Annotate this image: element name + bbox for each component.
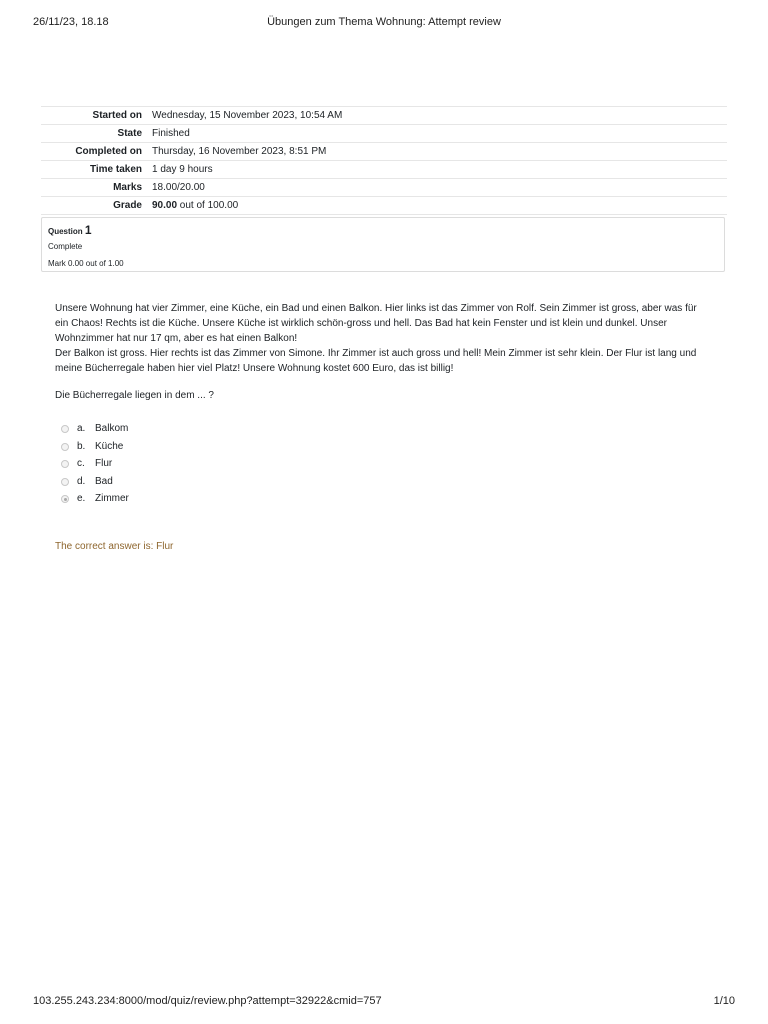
time-taken-label: Time taken: [89, 164, 142, 175]
print-footer: [33, 995, 735, 1009]
summary-row: [41, 161, 727, 179]
question-grade: Mark 0.00 out of 1.00: [48, 259, 124, 268]
option-text: Zimmer: [95, 493, 129, 504]
correct-answer-feedback: The correct answer is: Flur: [55, 541, 174, 552]
option-letter: e.: [77, 493, 86, 504]
print-page-title: Übungen zum Thema Wohnung: Attempt review: [267, 16, 501, 28]
print-header: [33, 16, 735, 32]
time-taken-value: 1 day 9 hours: [152, 164, 213, 175]
question-number-value: 1: [84, 223, 92, 237]
question-paragraph-1: Unsere Wohnung hat vier Zimmer, eine Küche, ein Bad und einen Balkon. Hier links ist das Zimmer von Rolf. Sein Zimmer ist gross, aber was für ein Chaos! Rechts ist die Küche. Unsere Küche ist wirklich schön-gross und hell. Das Bad hat kein Fenster und ist klein und dunkel. Unser Wohnzimmer hat nur 17 qm, aber es hat einen Balkon!: [55, 303, 697, 344]
grade-out-of: out of 100.00: [177, 200, 239, 211]
attempt-summary-table: [41, 106, 727, 215]
summary-row: [41, 107, 727, 125]
question-number: [48, 223, 92, 237]
summary-row: [41, 179, 727, 197]
radio-button[interactable]: [61, 478, 69, 486]
grade-score: 90.00: [152, 200, 178, 211]
marks-label: Marks: [113, 182, 142, 193]
question-label: Question: [48, 227, 83, 236]
option-letter: a.: [77, 423, 86, 434]
page-url: 103.255.243.234:8000/mod/quiz/review.php?attempt=32922&cmid=757: [33, 995, 382, 1007]
question-prompt: Die Bücherregale liegen in dem ... ?: [55, 390, 214, 401]
state-label: State: [117, 128, 142, 139]
grade-label: Grade: [113, 200, 142, 211]
completed-on-value: Thursday, 16 November 2023, 8:51 PM: [152, 146, 327, 157]
summary-row: [41, 197, 727, 215]
radio-button[interactable]: [61, 460, 69, 468]
print-datetime: 26/11/23, 18.18: [33, 16, 109, 28]
option-letter: d.: [77, 475, 86, 487]
question-state: Complete: [48, 242, 83, 251]
option-text: Bad: [95, 475, 113, 487]
started-on-value: Wednesday, 15 November 2023, 10:54 AM: [152, 110, 343, 121]
state-value: Finished: [152, 128, 190, 139]
question-paragraph-2: Der Balkon ist gross. Hier rechts ist das Zimmer von Simone. Ihr Zimmer ist auch gross und hell! Mein Zimmer ist sehr klein. Der Flur ist lang und meine Bücherregale haben hier viel Platz! Unsere Wohnung kostet 600 Euro, das ist billig!: [55, 348, 697, 374]
grade-value: [147, 197, 727, 215]
radio-button[interactable]: [61, 425, 69, 433]
radio-button-selected[interactable]: [61, 495, 69, 503]
option-text: Balkom: [95, 423, 129, 434]
option-text: Flur: [95, 458, 113, 469]
radio-button[interactable]: [61, 443, 69, 451]
option-letter: c.: [77, 458, 85, 469]
page-number: 1/10: [713, 995, 735, 1007]
option-text: Küche: [95, 440, 124, 452]
marks-value: 18.00/20.00: [152, 182, 205, 193]
summary-row: [41, 143, 727, 161]
question-info-box: [41, 217, 725, 272]
summary-row: [41, 125, 727, 143]
completed-on-label: Completed on: [75, 146, 142, 157]
question-text: [55, 301, 705, 376]
option-letter: b.: [77, 440, 86, 452]
started-on-label: Started on: [92, 110, 142, 121]
